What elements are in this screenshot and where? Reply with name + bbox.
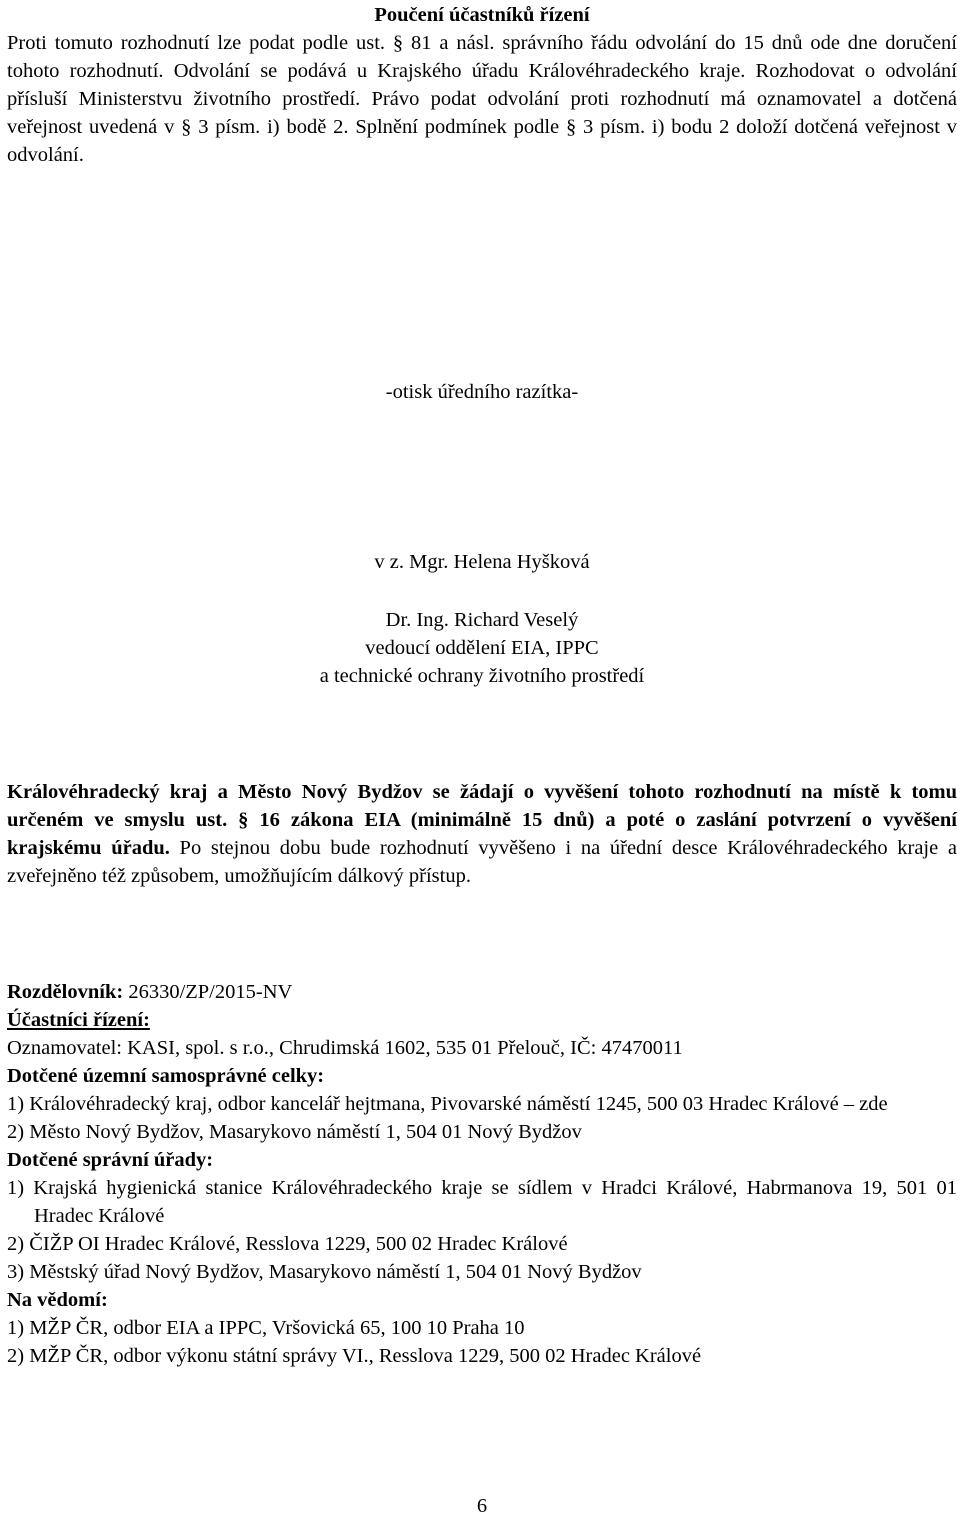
- page-number: 6: [476, 1495, 488, 1517]
- pouceni-paragraph: Proti tomuto rozhodnutí lze podat podle ust. § 81 a násl. správního řádu odvolání do 15 dnů ode dne doručení tohoto rozhodnutí. Odvolání se podává u Krajského úřadu Královéhradeckého kraje. Rozhodovat o odvolání přísluší Ministerstvu životního prostředí. Právo podat odvolání proti rozhodnutí má oznamovatel a dotčená veřejnost uvedená v § 3 písm. i) bodě 2. Splnění podmínek podle § 3 písm. i) bodu 2 doloží dotčená veřejnost v odvolání.: [7, 32, 957, 166]
- urady-item-1: 1) Krajská hygienická stanice Královéhradeckého kraje se sídlem v Hradci Králové, Habrmanova 19, 501 01 Hradec Králové: [7, 1177, 957, 1227]
- signature-vz: v z. Mgr. Helena Hyšková: [374, 551, 590, 573]
- ucastnici-label: Účastníci řízení:: [7, 1009, 150, 1031]
- rozdelovnik-label: Rozdělovník:: [7, 981, 124, 1003]
- celky-item-1: 1) Královéhradecký kraj, odbor kancelář hejtmana, Pivovarské náměstí 1245, 500 03 Hradec Králové – zde: [7, 1093, 888, 1115]
- signature-role-1: vedoucí oddělení EIA, IPPC: [365, 637, 599, 659]
- vedomi-item-2: 2) MŽP ČR, odbor výkonu státní správy VI., Resslova 1229, 500 02 Hradec Králové: [7, 1345, 702, 1367]
- urady-label: Dotčené správní úřady:: [7, 1149, 214, 1171]
- distribution-list: [7, 978, 957, 1370]
- notice-paragraph: [7, 778, 957, 890]
- notice-bold-text: Královéhradecký kraj a Město Nový Bydžov se žádají o vyvěšení tohoto rozhodnutí na místě k tomu určeném ve smyslu ust. § 16 zákona EIA (minimálně 15 dnů) a poté o zaslání potvrzení o vyvěšení krajskému úřadu.: [7, 781, 957, 859]
- oznamovatel-line: Oznamovatel: KASI, spol. s r.o., Chrudimská 1602, 535 01 Přelouč, IČ: 47470011: [7, 1037, 683, 1059]
- celky-item-2: 2) Město Nový Bydžov, Masarykovo náměstí 1, 504 01 Nový Bydžov: [7, 1121, 582, 1143]
- section-title-pouceni: Poučení účastníků řízení: [374, 4, 590, 26]
- urady-item-2: 2) ČIŽP OI Hradec Králové, Resslova 1229, 500 02 Hradec Králové: [7, 1233, 568, 1255]
- vedomi-label: Na vědomí:: [7, 1289, 108, 1311]
- vedomi-item-1: 1) MŽP ČR, odbor EIA a IPPC, Vršovická 65, 100 10 Praha 10: [7, 1317, 525, 1339]
- celky-label: Dotčené územní samosprávné celky:: [7, 1065, 325, 1087]
- signature-role-2: a technické ochrany životního prostředí: [319, 665, 645, 687]
- signature-name: Dr. Ing. Richard Veselý: [385, 609, 579, 631]
- rozdelovnik-line: [7, 978, 957, 1006]
- stamp-placeholder: -otisk úředního razítka-: [385, 381, 579, 403]
- rozdelovnik-value: 26330/ZP/2015-NV: [123, 981, 293, 1003]
- urady-item-3: 3) Městský úřad Nový Bydžov, Masarykovo náměstí 1, 504 01 Nový Bydžov: [7, 1261, 642, 1283]
- notice-normal-text: Po stejnou dobu bude rozhodnutí vyvěšeno i na úřední desce Královéhradeckého kraje a zveřejněno též způsobem, umožňujícím dálkový přístup.: [7, 837, 957, 887]
